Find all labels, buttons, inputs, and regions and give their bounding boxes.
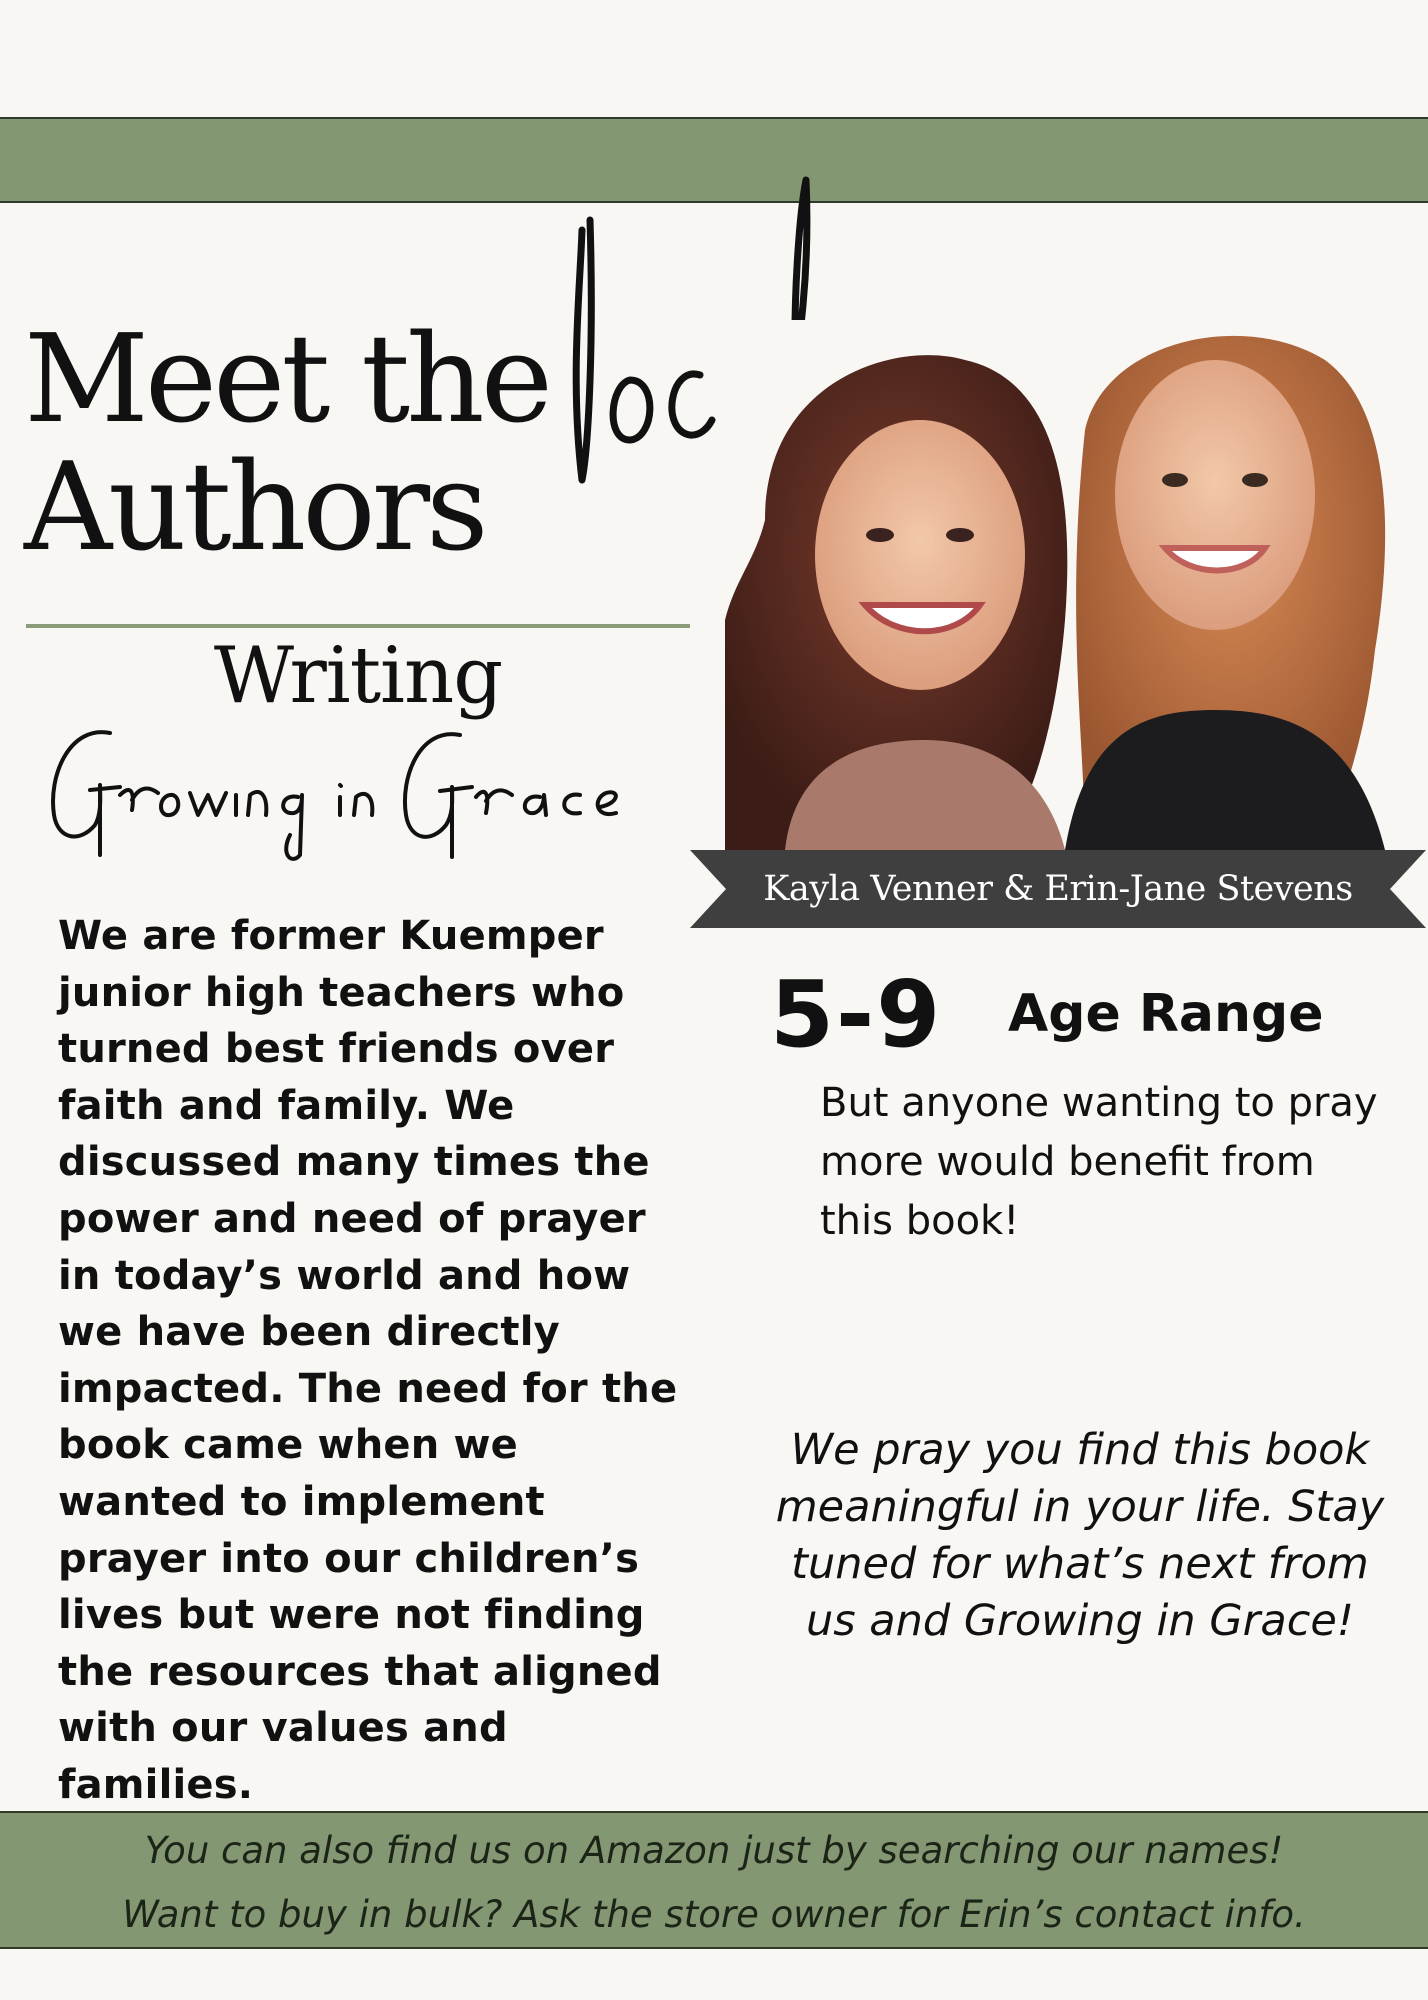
footer-bulk-line: Want to buy in bulk? Ask the store owner for Erin’s contact info.: [122, 1893, 1306, 1936]
age-range-number: 5-9: [770, 961, 943, 1068]
title-line-1: Meet the: [24, 308, 549, 450]
authors-photo: [725, 320, 1393, 850]
writing-heading: Writing: [213, 631, 503, 721]
age-range-label: Age Range: [1008, 984, 1324, 1044]
title-line-2: Authors: [24, 436, 485, 578]
growing-in-grace-script-title: [40, 715, 680, 865]
author-names: Kayla Venner & Erin-Jane Stevens: [763, 869, 1353, 909]
closing-message: We pray you find this book meaningful in your life. Stay tuned for what’s next from us and Growing in Grace!: [775, 1425, 1385, 1646]
page-title: [24, 308, 549, 578]
footer-amazon-line: You can also find us on Amazon just by searching our names!: [144, 1829, 1284, 1872]
authors-story-paragraph: We are former Kuemper junior high teachers who turned best friends over faith and family. We discussed many times the power and need of prayer in today’s world and how we have been directly impacted. The need for the book came when we wanted to implement prayer into our children’s lives but were not finding the resources that aligned with our values and families.: [58, 913, 678, 1808]
age-range-note: But anyone wanting to pray more would benefit from this book!: [820, 1080, 1378, 1244]
